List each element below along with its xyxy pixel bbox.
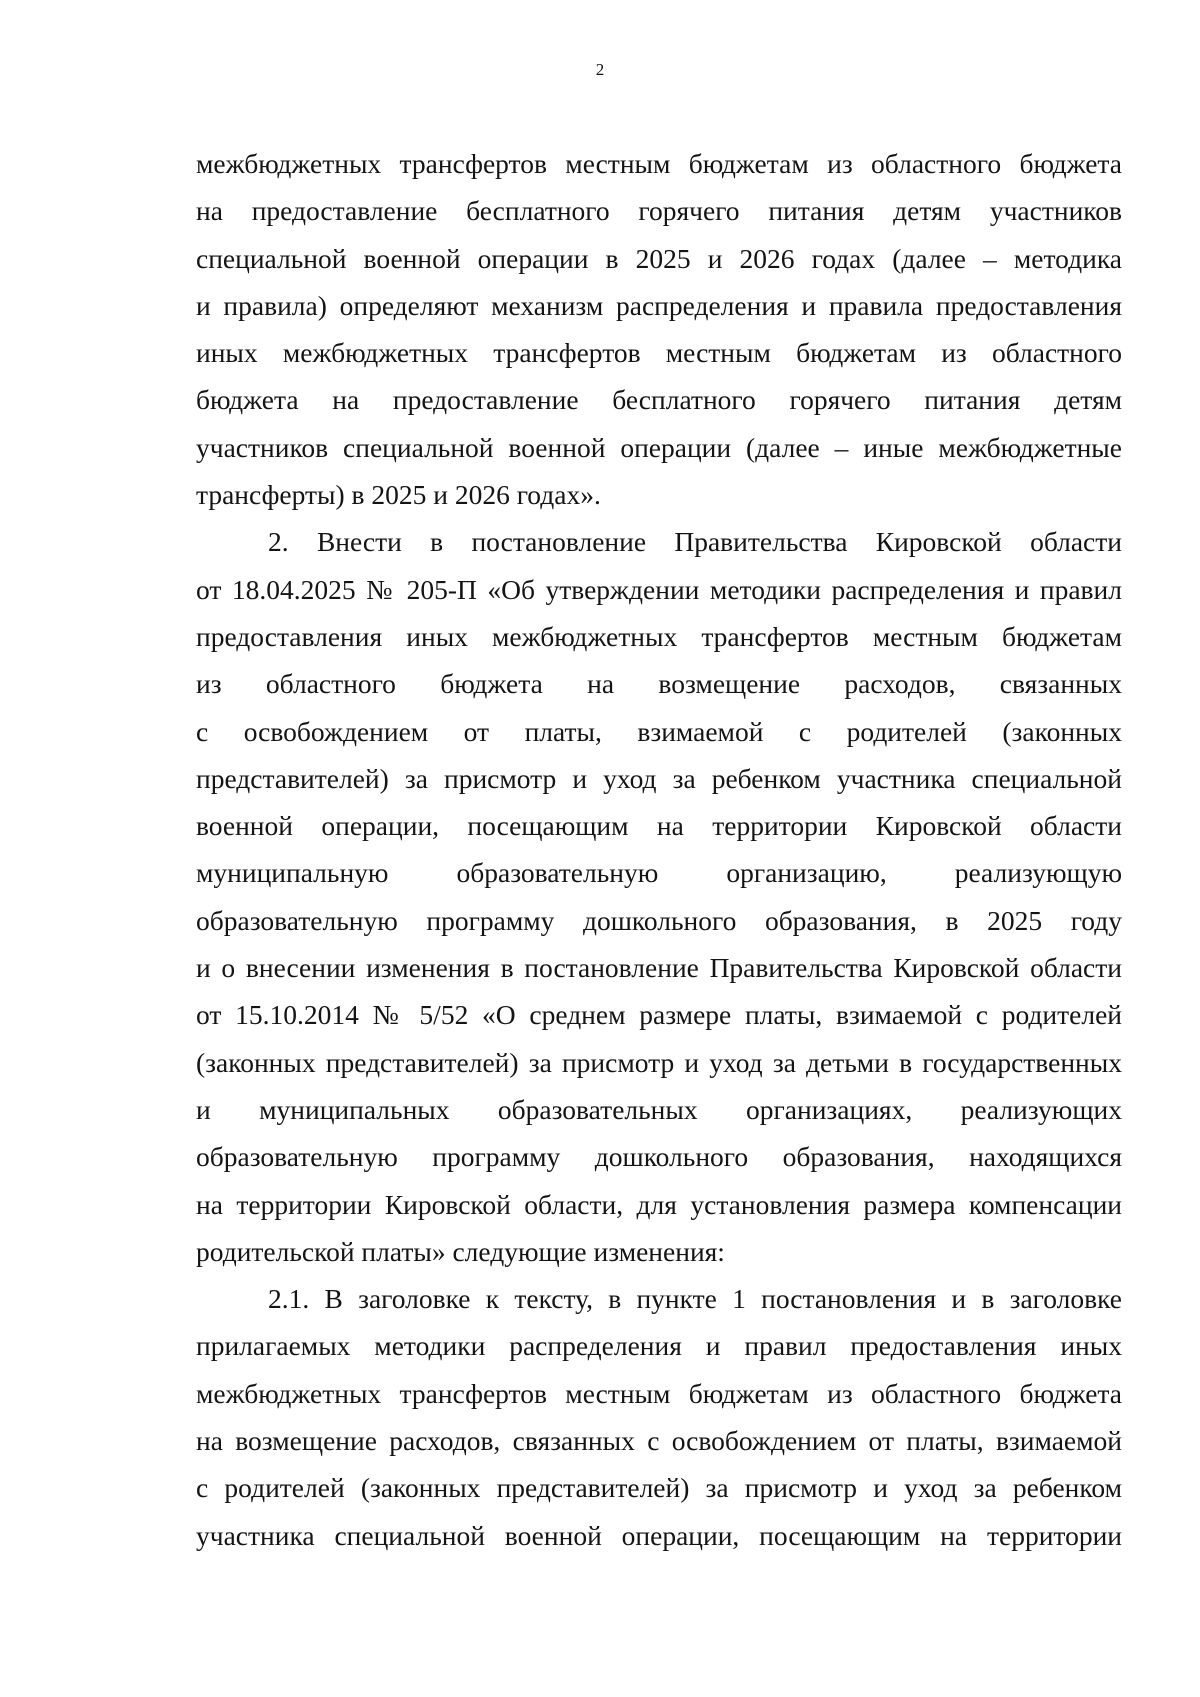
text-line: и правила) определяют механизм распределения и правила предоставления bbox=[196, 289, 1122, 321]
text-line: родительской платы» следующие изменения: bbox=[196, 1235, 725, 1267]
text-line: 2. Внести в постановление Правительства Кировской области bbox=[268, 526, 1122, 558]
text-line: и муниципальных образовательных организациях, реализующих bbox=[196, 1093, 1122, 1125]
text-line: межбюджетных трансфертов местным бюджетам из областного бюджета bbox=[196, 148, 1122, 179]
text-line: от 15.10.2014 № 5/52 «О среднем размере платы, взимаемой с родителей bbox=[196, 999, 1122, 1031]
text-line: (законных представителей) за присмотр и уход за детьми в государственных bbox=[196, 1046, 1122, 1078]
text-line: на предоставление бесплатного горячего питания детям участников bbox=[196, 195, 1122, 227]
text-line: участников специальной военной операции (далее – иные межбюджетные bbox=[196, 431, 1122, 463]
text-line: на возмещение расходов, связанных с освобождением от платы, взимаемой bbox=[196, 1425, 1122, 1457]
paragraph-item-2-1 bbox=[196, 1275, 1122, 1559]
text-line: образовательную программу дошкольного образования, находящихся bbox=[196, 1141, 1122, 1173]
text-line: трансферты) в 2025 и 2026 годах». bbox=[196, 479, 601, 511]
text-line: из областного бюджета на возмещение расходов, связанных bbox=[196, 668, 1122, 700]
text-line: военной операции, посещающим на территории Кировской области bbox=[196, 810, 1122, 842]
text-line: межбюджетных трансфертов местным бюджетам из областного бюджета bbox=[196, 1377, 1122, 1409]
text-line: с родителей (законных представителей) за присмотр и уход за ребенком bbox=[196, 1472, 1122, 1504]
document-body bbox=[196, 140, 1122, 1559]
text-line: с освобождением от платы, взимаемой с родителей (законных bbox=[196, 715, 1122, 747]
text-line: 2.1. В заголовке к тексту, в пункте 1 постановления и в заголовке bbox=[268, 1283, 1122, 1315]
text-line: бюджета на предоставление бесплатного горячего питания детям bbox=[196, 384, 1122, 416]
text-line: образовательную программу дошкольного образования, в 2025 году bbox=[196, 904, 1122, 936]
text-line: представителей) за присмотр и уход за ребенком участника специальной bbox=[196, 762, 1122, 794]
text-line: специальной военной операции в 2025 и 2026 годах (далее – методика bbox=[196, 242, 1122, 274]
page-number: 2 bbox=[595, 60, 605, 79]
text-line: участника специальной военной операции, посещающим на территории bbox=[196, 1519, 1122, 1551]
paragraph-continuation bbox=[196, 140, 1122, 518]
text-line: предоставления иных межбюджетных трансфертов местным бюджетам bbox=[196, 620, 1122, 652]
text-line: и о внесении изменения в постановление Правительства Кировской области bbox=[196, 952, 1122, 984]
text-line: прилагаемых методики распределения и правил предоставления иных bbox=[196, 1330, 1122, 1362]
text-line: иных межбюджетных трансфертов местным бюджетам из областного bbox=[196, 337, 1122, 369]
text-line: муниципальную образовательную организацию, реализующую bbox=[196, 857, 1122, 889]
text-line: от 18.04.2025 № 205-П «Об утверждении методики распределения и правил bbox=[196, 573, 1122, 605]
text-line: на территории Кировской области, для установления размера компенсации bbox=[196, 1188, 1122, 1220]
paragraph-item-2 bbox=[196, 518, 1122, 1275]
